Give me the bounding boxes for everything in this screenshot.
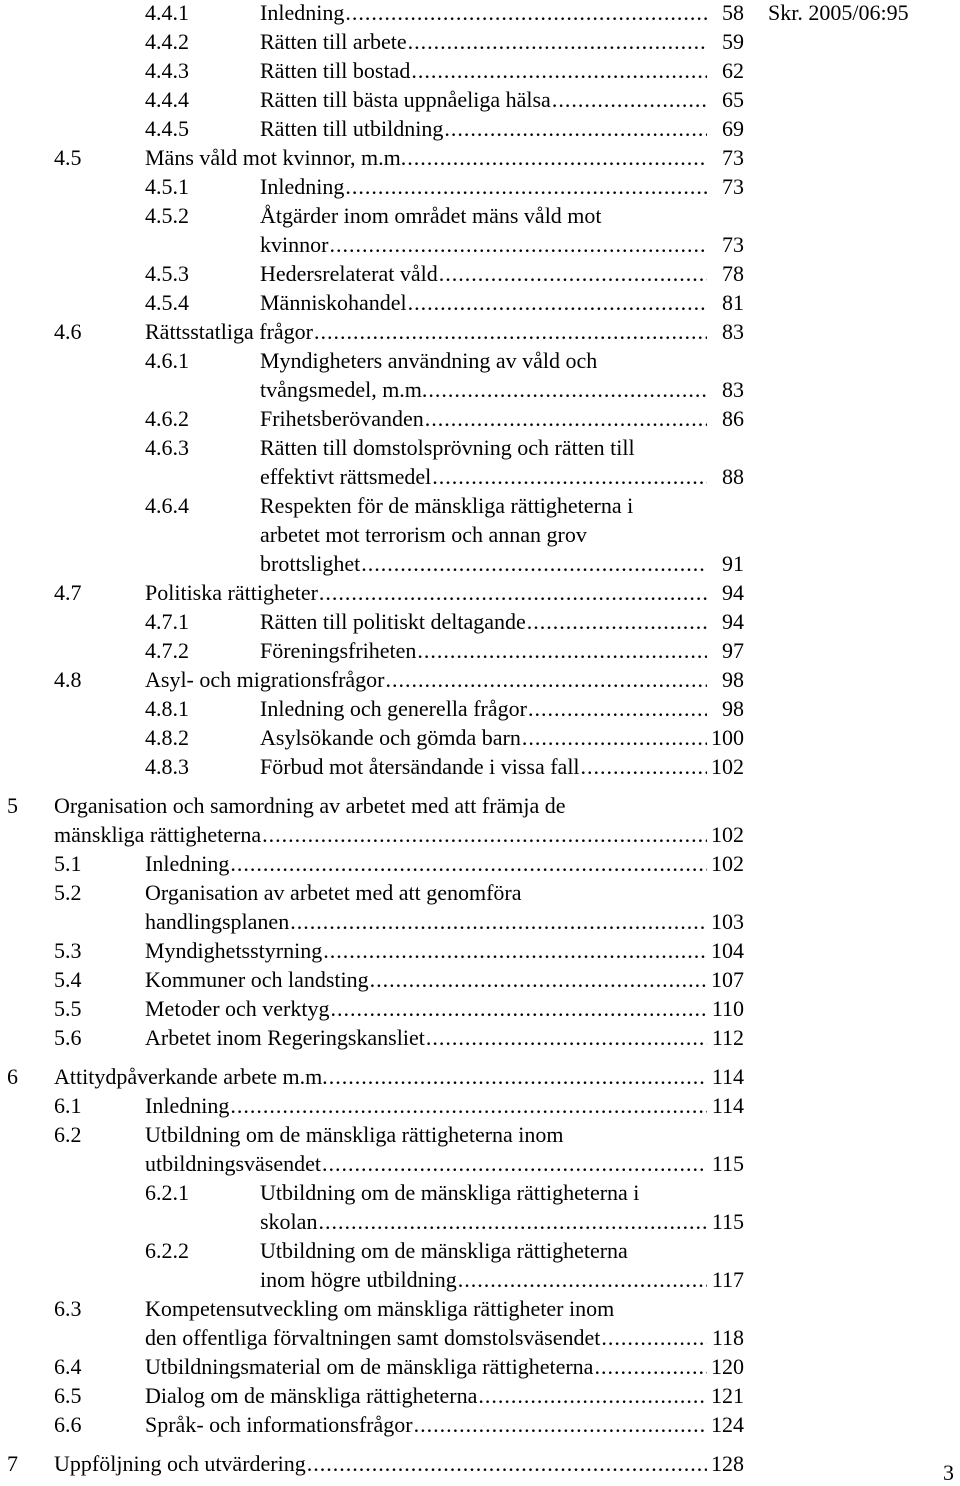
toc-entry-title-with-page bbox=[260, 464, 744, 490]
toc-entry-title-with-page bbox=[260, 29, 744, 55]
toc-dot-leader bbox=[361, 551, 707, 577]
toc-entry-title-with-page bbox=[260, 174, 744, 200]
toc-dot-leader bbox=[230, 1093, 707, 1119]
toc-entry bbox=[0, 1354, 960, 1383]
toc-entry-title: Rätten till arbete bbox=[260, 29, 407, 54]
toc-entry-page: 94 bbox=[722, 580, 744, 605]
toc-entry-page: 124 bbox=[711, 1412, 744, 1437]
toc-entry-page: 69 bbox=[722, 116, 744, 141]
toc-entry-title: Arbetet inom Regeringskansliet bbox=[145, 1025, 425, 1050]
toc-entry bbox=[0, 203, 960, 232]
toc-entry-title: Rätten till domstolsprövning och rätten till bbox=[260, 435, 635, 460]
document-header: Skr. 2005/06:95 bbox=[768, 0, 909, 25]
toc-entry-page: 81 bbox=[722, 290, 744, 315]
toc-entry-number: 4.8.3 bbox=[145, 754, 189, 779]
toc-entry-title-with-page bbox=[260, 551, 744, 577]
toc-dot-leader bbox=[329, 232, 707, 258]
toc-entry-title-with-page bbox=[145, 580, 744, 606]
toc-entry-page: 62 bbox=[722, 58, 744, 83]
toc-entry bbox=[0, 406, 960, 435]
toc-entry-title: Rätten till bostad bbox=[260, 58, 411, 83]
toc-entry-title: Rätten till bästa uppnåeliga hälsa bbox=[260, 87, 551, 112]
toc-dot-leader bbox=[411, 58, 707, 84]
toc-dot-leader bbox=[322, 1151, 707, 1177]
toc-dot-leader bbox=[314, 319, 707, 345]
toc-dot-leader bbox=[345, 174, 707, 200]
toc-entry-title: Asylsökande och gömda barn bbox=[260, 725, 521, 750]
toc-entry bbox=[0, 996, 960, 1025]
toc-entry-title: Myndighetsstyrning bbox=[145, 938, 323, 963]
toc-entry bbox=[0, 116, 960, 145]
toc-entry-title-with-page bbox=[260, 0, 744, 26]
toc-entry-page: 88 bbox=[722, 464, 744, 489]
toc-entry-title-with-page bbox=[145, 1025, 744, 1051]
toc-entry-number: 5.1 bbox=[54, 851, 82, 876]
toc-entry-page: 86 bbox=[722, 406, 744, 431]
toc-entry-title: utbildningsväsendet bbox=[145, 1151, 321, 1176]
toc-entry-page: 98 bbox=[722, 696, 744, 721]
toc-entry-title: Inledning bbox=[145, 851, 230, 876]
toc-entry bbox=[0, 1122, 960, 1151]
toc-entry-title: Inledning bbox=[260, 174, 345, 199]
toc-entry bbox=[0, 1180, 960, 1209]
toc-entry-page: 65 bbox=[722, 87, 744, 112]
toc-entry-title: Utbildningsmaterial om de mänskliga rättigheterna bbox=[145, 1354, 594, 1379]
toc-entry-title: Rättsstatliga frågor bbox=[145, 319, 314, 344]
toc-entry-continuation bbox=[0, 464, 960, 493]
toc-entry-number: 4.7.2 bbox=[145, 638, 189, 663]
toc-entry bbox=[0, 58, 960, 87]
toc-entry-number: 4.6.2 bbox=[145, 406, 189, 431]
toc-entry-title-with-page bbox=[260, 725, 744, 751]
toc-entry-number: 4.4.5 bbox=[145, 116, 189, 141]
toc-entry-title-with-page bbox=[145, 1412, 744, 1438]
toc-dot-leader bbox=[522, 725, 707, 751]
toc-entry-number: 4.4.3 bbox=[145, 58, 189, 83]
toc-entry-title: Människohandel bbox=[260, 290, 407, 315]
toc-dot-leader bbox=[345, 0, 707, 26]
toc-entry-title-with-page bbox=[145, 319, 744, 345]
toc-entry-title-with-page bbox=[260, 377, 744, 403]
toc-entry bbox=[0, 938, 960, 967]
toc-entry bbox=[0, 609, 960, 638]
toc-entry-number: 4.7 bbox=[54, 580, 82, 605]
toc-entry-title: Myndigheters användning av våld och bbox=[260, 348, 598, 373]
toc-entry bbox=[0, 0, 960, 29]
toc-entry-title-with-page bbox=[260, 58, 744, 84]
toc-dot-leader bbox=[414, 1412, 707, 1438]
toc-entry-page: 112 bbox=[711, 1025, 744, 1050]
toc-entry-page: 102 bbox=[711, 822, 744, 847]
toc-entry-continuation bbox=[0, 551, 960, 580]
toc-entry-page: 114 bbox=[711, 1064, 744, 1089]
toc-dot-leader bbox=[478, 1383, 707, 1409]
toc-entry-title: Rätten till utbildning bbox=[260, 116, 444, 141]
toc-entry-number: 6.1 bbox=[54, 1093, 82, 1118]
toc-entry-page: 102 bbox=[711, 754, 744, 779]
toc-dot-leader bbox=[527, 609, 707, 635]
toc-entry-title-with-page bbox=[145, 1354, 744, 1380]
toc-entry-page: 118 bbox=[711, 1325, 744, 1350]
toc-dot-leader bbox=[386, 667, 708, 693]
toc-entry-page: 115 bbox=[711, 1151, 744, 1176]
toc-entry-title-with-page bbox=[145, 1325, 744, 1351]
toc-entry-title: skolan bbox=[260, 1209, 318, 1234]
toc-entry-title: Inledning bbox=[145, 1093, 230, 1118]
toc-entry-number: 6.2.2 bbox=[145, 1238, 189, 1263]
toc-entry-continuation bbox=[0, 232, 960, 261]
toc-entry bbox=[0, 1093, 960, 1122]
toc-entry-number: 6.5 bbox=[54, 1383, 82, 1408]
toc-entry-title-with-page bbox=[260, 696, 744, 722]
toc-entry-title: Organisation av arbetet med att genomföra bbox=[145, 880, 522, 905]
toc-entry-page: 94 bbox=[722, 609, 744, 634]
toc-dot-leader bbox=[417, 638, 707, 664]
toc-entry bbox=[0, 29, 960, 58]
toc-entry bbox=[0, 319, 960, 348]
toc-entry bbox=[0, 696, 960, 725]
toc-entry-continuation bbox=[0, 822, 960, 851]
toc-dot-leader bbox=[439, 261, 707, 287]
toc-entry-page: 128 bbox=[711, 1451, 744, 1476]
toc-dot-leader bbox=[594, 1354, 707, 1380]
toc-entry-title: Attitydpåverkande arbete m.m. bbox=[54, 1064, 328, 1089]
toc-dot-leader bbox=[323, 938, 707, 964]
toc-dot-leader bbox=[432, 464, 707, 490]
toc-dot-leader bbox=[528, 696, 707, 722]
toc-entry-page: 100 bbox=[711, 725, 744, 750]
toc-entry-title: Organisation och samordning av arbetet med att främja de bbox=[54, 793, 566, 818]
toc-entry-number: 6.6 bbox=[54, 1412, 82, 1437]
toc-entry-title-with-page bbox=[260, 406, 744, 432]
toc-entry-title: Föreningsfriheten bbox=[260, 638, 417, 663]
toc-entry-number: 4.6 bbox=[54, 319, 82, 344]
toc-entry-number: 6.3 bbox=[54, 1296, 82, 1321]
toc-entry-title-with-page bbox=[145, 145, 744, 171]
toc-dot-leader bbox=[428, 377, 707, 403]
toc-entry bbox=[0, 348, 960, 377]
toc-entry bbox=[0, 1064, 960, 1093]
toc-entry-title: inom högre utbildning bbox=[260, 1267, 457, 1292]
toc-entry-title: Asyl- och migrationsfrågor bbox=[145, 667, 385, 692]
toc-entry-title: Respekten för de mänskliga rättigheterna i bbox=[260, 493, 634, 518]
toc-entry-title-with-page bbox=[54, 1451, 744, 1477]
toc-entry-number: 5.6 bbox=[54, 1025, 82, 1050]
toc-dot-leader bbox=[425, 406, 707, 432]
toc-entry bbox=[0, 725, 960, 754]
toc-entry-number: 5.3 bbox=[54, 938, 82, 963]
toc-dot-leader bbox=[458, 1267, 707, 1293]
toc-entry-number: 4.6.4 bbox=[145, 493, 189, 518]
toc-entry-title: effektivt rättsmedel bbox=[260, 464, 432, 489]
toc-entry-number: 6.2.1 bbox=[145, 1180, 189, 1205]
toc-entry-title: Åtgärder inom området mäns våld mot bbox=[260, 203, 602, 228]
toc-entry bbox=[0, 1238, 960, 1267]
toc-entry-title: tvångsmedel, m.m. bbox=[260, 377, 428, 402]
toc-entry-page: 115 bbox=[711, 1209, 744, 1234]
toc-entry-title-with-page bbox=[145, 1151, 744, 1177]
toc-entry-title: Politiska rättigheter bbox=[145, 580, 318, 605]
toc-entry-page: 91 bbox=[722, 551, 744, 576]
toc-entry bbox=[0, 174, 960, 203]
toc-entry-title-with-page bbox=[260, 1267, 744, 1293]
toc-entry-title-with-page bbox=[54, 822, 744, 848]
toc-entry-number: 4.4.1 bbox=[145, 0, 189, 25]
toc-entry-number: 5.2 bbox=[54, 880, 82, 905]
toc-entry bbox=[0, 667, 960, 696]
toc-entry-page: 58 bbox=[722, 0, 744, 25]
toc-entry-title: mänskliga rättigheterna bbox=[54, 822, 262, 847]
toc-entry bbox=[0, 580, 960, 609]
toc-dot-leader bbox=[407, 145, 707, 171]
toc-entry-continuation bbox=[0, 909, 960, 938]
toc-entry-title-with-page bbox=[145, 1093, 744, 1119]
toc-dot-leader bbox=[601, 1325, 707, 1351]
toc-entry-title-with-page bbox=[260, 232, 744, 258]
toc-entry-number: 6.4 bbox=[54, 1354, 82, 1379]
toc-entry-title-with-page bbox=[145, 996, 744, 1022]
toc-entry-page: 114 bbox=[711, 1093, 744, 1118]
toc-entry-title-with-page bbox=[260, 638, 744, 664]
toc-entry-page: 73 bbox=[722, 174, 744, 199]
toc-entry-title-with-page bbox=[145, 967, 744, 993]
toc-dot-leader bbox=[581, 754, 707, 780]
toc-entry bbox=[0, 967, 960, 996]
toc-entry-number: 5 bbox=[7, 793, 18, 818]
toc-entry-continuation bbox=[0, 522, 960, 551]
toc-entry-title: Hedersrelaterat våld bbox=[260, 261, 438, 286]
toc-entry bbox=[0, 754, 960, 783]
toc-entry-page: 121 bbox=[711, 1383, 744, 1408]
toc-entry bbox=[0, 435, 960, 464]
toc-entry-continuation bbox=[0, 1267, 960, 1296]
toc-dot-leader bbox=[262, 822, 707, 848]
toc-dot-leader bbox=[319, 580, 707, 606]
toc-entry-title: Rätten till politiskt deltagande bbox=[260, 609, 526, 634]
toc-entry-title-with-page bbox=[145, 909, 744, 935]
toc-entry-title: Kompetensutveckling om mänskliga rättigheter inom bbox=[145, 1296, 615, 1321]
toc-entry-page: 120 bbox=[711, 1354, 744, 1379]
toc-entry-title: Frihetsberövanden bbox=[260, 406, 424, 431]
toc-entry-number: 4.5.2 bbox=[145, 203, 189, 228]
toc-entry bbox=[0, 1412, 960, 1441]
toc-entry-title-with-page bbox=[260, 290, 744, 316]
toc-entry-title-with-page bbox=[260, 754, 744, 780]
toc-entry-page: 107 bbox=[711, 967, 744, 992]
toc-entry-page: 98 bbox=[722, 667, 744, 692]
toc-entry-title: Metoder och verktyg bbox=[145, 996, 330, 1021]
toc-entry-number: 4.5 bbox=[54, 145, 82, 170]
toc-entry-title: Inledning och generella frågor bbox=[260, 696, 527, 721]
toc-entry-title-with-page bbox=[145, 851, 744, 877]
toc-entry bbox=[0, 880, 960, 909]
toc-entry-number: 4.8 bbox=[54, 667, 82, 692]
toc-entry-number: 4.5.1 bbox=[145, 174, 189, 199]
toc-dot-leader bbox=[331, 996, 708, 1022]
toc-entry-page: 59 bbox=[722, 29, 744, 54]
toc-entry-title: brottslighet bbox=[260, 551, 361, 576]
toc-entry-page: 110 bbox=[711, 996, 744, 1021]
toc-entry-number: 4.5.3 bbox=[145, 261, 189, 286]
toc-entry bbox=[0, 1451, 960, 1480]
toc-entry-page: 73 bbox=[722, 232, 744, 257]
toc-entry-number: 5.4 bbox=[54, 967, 82, 992]
toc-entry-number: 4.4.2 bbox=[145, 29, 189, 54]
toc-entry bbox=[0, 1296, 960, 1325]
toc-entry-page: 73 bbox=[722, 145, 744, 170]
toc-entry-title-with-page bbox=[260, 116, 744, 142]
toc-dot-leader bbox=[290, 909, 707, 935]
toc-entry-title: Utbildning om de mänskliga rättigheterna bbox=[260, 1238, 628, 1263]
toc-entry-title-with-page bbox=[260, 87, 744, 113]
toc-entry-title: Utbildning om de mänskliga rättigheterna inom bbox=[145, 1122, 564, 1147]
toc-entry-number: 4.4.4 bbox=[145, 87, 189, 112]
toc-dot-leader bbox=[307, 1451, 707, 1477]
toc-entry-continuation bbox=[0, 377, 960, 406]
toc-entry-number: 7 bbox=[7, 1451, 18, 1476]
toc-entry-title: Språk- och informationsfrågor bbox=[145, 1412, 413, 1437]
toc-entry-continuation bbox=[0, 1209, 960, 1238]
toc-dot-leader bbox=[552, 87, 707, 113]
toc-entry-continuation bbox=[0, 1325, 960, 1354]
page-number: 3 bbox=[943, 1460, 954, 1485]
toc-entry-number: 4.7.1 bbox=[145, 609, 189, 634]
toc-entry-title: Utbildning om de mänskliga rättigheterna i bbox=[260, 1180, 640, 1205]
toc-entry bbox=[0, 851, 960, 880]
toc-dot-leader bbox=[408, 29, 707, 55]
toc-entry bbox=[0, 87, 960, 116]
toc-entry-title: handlingsplanen bbox=[145, 909, 290, 934]
toc-entry-title-with-page bbox=[145, 1383, 744, 1409]
toc-entry bbox=[0, 1025, 960, 1054]
toc-entry-title: Uppföljning och utvärdering bbox=[54, 1451, 306, 1476]
toc-entry-title: Inledning bbox=[260, 0, 345, 25]
toc-dot-leader bbox=[444, 116, 707, 142]
toc-entry-page: 104 bbox=[711, 938, 744, 963]
toc-entry-page: 83 bbox=[722, 377, 744, 402]
toc-entry bbox=[0, 638, 960, 667]
toc-entry-title-with-page bbox=[145, 938, 744, 964]
toc-entry-page: 97 bbox=[722, 638, 744, 663]
toc-entry-title: den offentliga förvaltningen samt domstolsväsendet bbox=[145, 1325, 601, 1350]
toc-entry-number: 4.5.4 bbox=[145, 290, 189, 315]
toc-entry bbox=[0, 145, 960, 174]
toc-entry bbox=[0, 793, 960, 822]
toc-entry-number: 6.2 bbox=[54, 1122, 82, 1147]
toc-entry-title-with-page bbox=[260, 1209, 744, 1235]
toc-dot-leader bbox=[329, 1064, 707, 1090]
toc-entry-page: 103 bbox=[711, 909, 744, 934]
toc-entry-title-with-page bbox=[260, 261, 744, 287]
toc-entry-number: 4.6.3 bbox=[145, 435, 189, 460]
toc-dot-leader bbox=[230, 851, 707, 877]
toc-entry-number: 5.5 bbox=[54, 996, 82, 1021]
toc-entry bbox=[0, 1383, 960, 1412]
toc-entry-number: 6 bbox=[7, 1064, 18, 1089]
toc-entry bbox=[0, 290, 960, 319]
toc-entry-title-with-page bbox=[54, 1064, 744, 1090]
toc-dot-leader bbox=[426, 1025, 707, 1051]
toc-entry-title: Dialog om de mänskliga rättigheterna bbox=[145, 1383, 478, 1408]
toc-dot-leader bbox=[408, 290, 707, 316]
toc-entry-title: arbetet mot terrorism och annan grov bbox=[260, 522, 587, 547]
toc-entry-number: 4.8.1 bbox=[145, 696, 189, 721]
toc-entry bbox=[0, 493, 960, 522]
toc-dot-leader bbox=[318, 1209, 707, 1235]
toc-entry-page: 102 bbox=[711, 851, 744, 876]
toc-entry-page: 83 bbox=[722, 319, 744, 344]
toc-entry bbox=[0, 261, 960, 290]
toc-entry-title: Mäns våld mot kvinnor, m.m. bbox=[145, 145, 407, 170]
toc-dot-leader bbox=[370, 967, 707, 993]
toc-entry-number: 4.8.2 bbox=[145, 725, 189, 750]
toc-entry-title: Förbud mot återsändande i vissa fall bbox=[260, 754, 580, 779]
toc-entry-continuation bbox=[0, 1151, 960, 1180]
toc-entry-title-with-page bbox=[145, 667, 744, 693]
toc-entry-page: 78 bbox=[722, 261, 744, 286]
toc-entry-title: Kommuner och landsting bbox=[145, 967, 369, 992]
toc-entry-page: 117 bbox=[711, 1267, 744, 1292]
toc-entry-number: 4.6.1 bbox=[145, 348, 189, 373]
toc-entry-title: kvinnor bbox=[260, 232, 329, 257]
toc-entry-title-with-page bbox=[260, 609, 744, 635]
